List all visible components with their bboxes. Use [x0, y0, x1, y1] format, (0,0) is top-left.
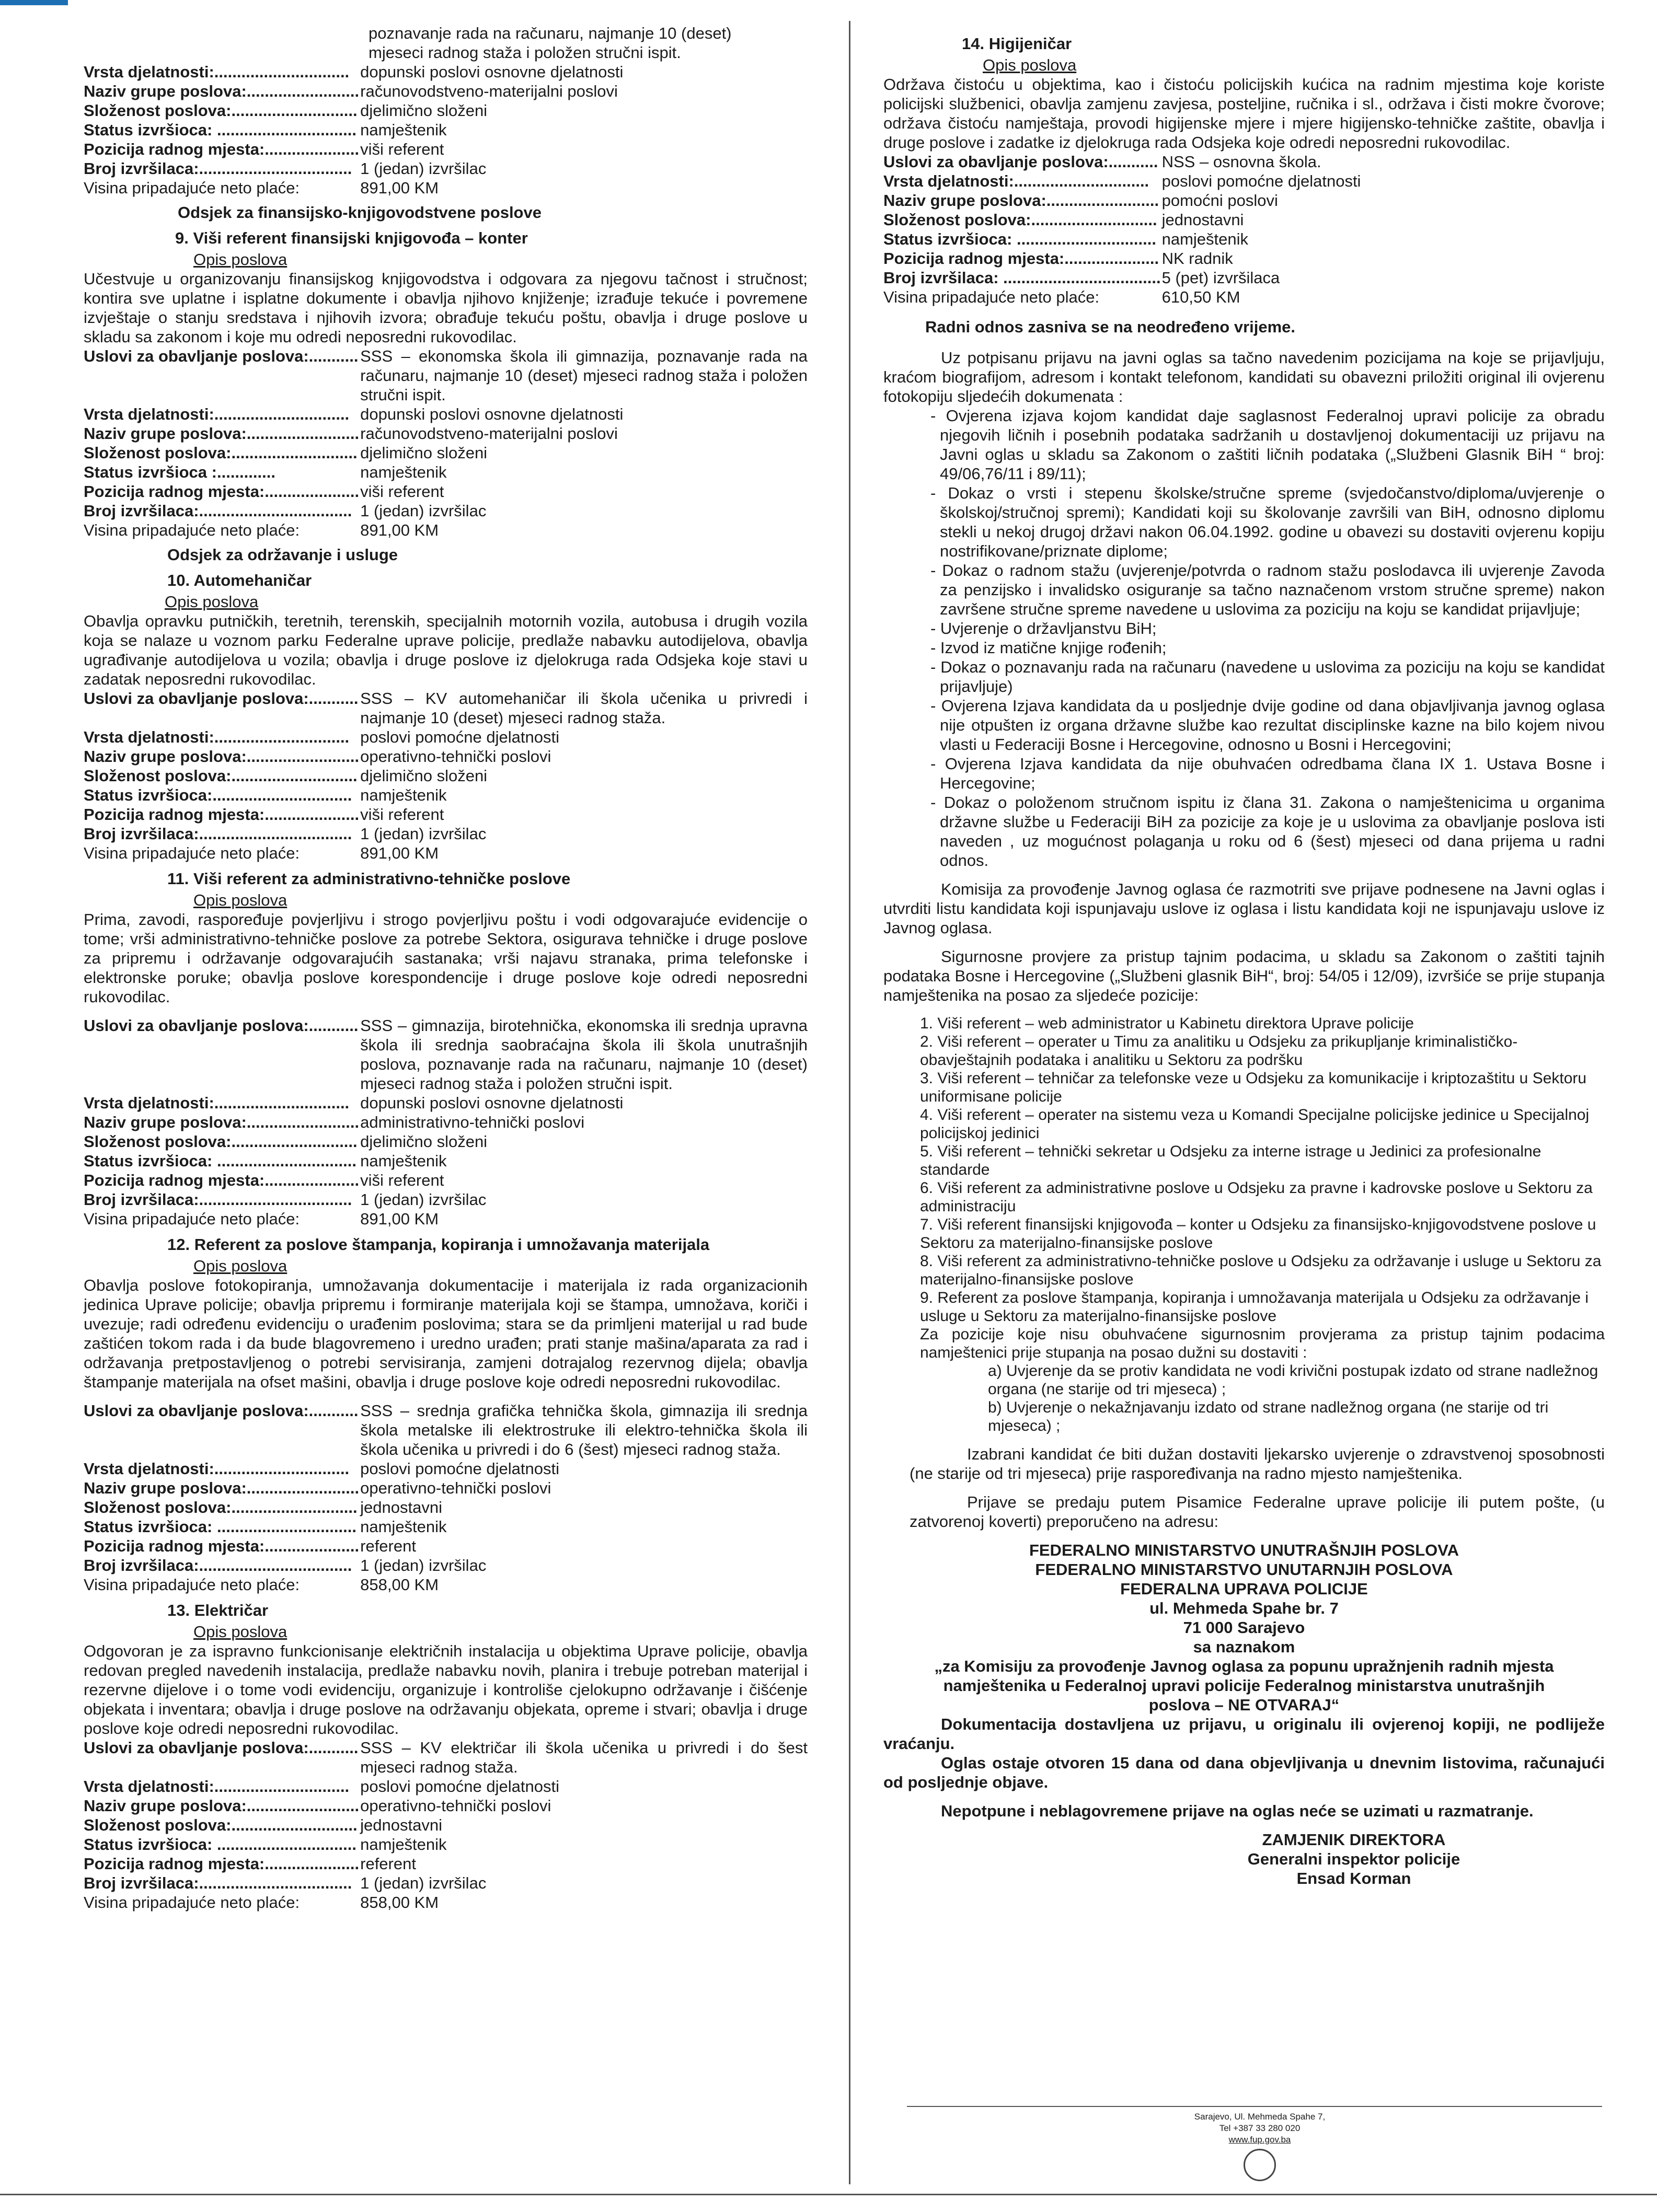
detail-value: viši referent — [360, 1171, 444, 1189]
list-item: - Dokaz o radnom stažu (uvjerenje/potvrda o radnom stažu poslodavca ili uvjerenje Zavoda za penzijsko i invalidsko osiguranje sa tačno naznačenom vrstom stručne spreme) nakon završene stručne spreme navedene u uslovima za poziciju na koju se kandidat prijavljuje; — [930, 561, 1605, 618]
detail-value: 1 (jedan) izvršilac — [360, 159, 487, 178]
detail-row — [84, 501, 808, 520]
detail-key: Složenost poslova:............................ — [84, 101, 358, 120]
list-item: a) Uvjerenje da se protiv kandidata ne vodi krivični postupak izdato od strane nadležnog organa (ne starije od tri mjeseca) ; — [988, 1362, 1598, 1398]
detail-row — [84, 1835, 808, 1854]
detail-key: Uslovi za obavljanje poslova:........... — [84, 347, 359, 365]
address-line: FEDERALNA UPRAVA POLICIJE — [1120, 1580, 1368, 1598]
job-description-label: Opis poslova — [165, 593, 259, 611]
intro-conditions — [84, 24, 808, 62]
detail-row — [883, 191, 1361, 210]
spacer — [883, 1792, 1605, 1801]
detail-row — [84, 824, 808, 843]
detail-row — [883, 152, 1361, 171]
detail-row — [84, 843, 808, 863]
detail-row — [84, 1151, 808, 1171]
detail-row — [84, 178, 623, 198]
detail-row — [84, 766, 808, 785]
detail-value: SSS – KV automehaničar ili škola učenika u privredi i najmanje 10 (deset) mjeseci radnog staža. — [360, 689, 808, 727]
intro-details-table — [84, 62, 623, 198]
list-item: - Dokaz o poznavanju rada na računaru (navedene u uslovima za poziciju na koju se kandidat prijavljuje) — [930, 658, 1605, 696]
detail-value: jednostavni — [360, 1816, 442, 1834]
list-item: 9. Referent za poslove štampanja, kopiranja i umnožavanja materijala u Odsjeku za održavanje i usluge u Sektoru za materijalno-finansijske poslove — [920, 1289, 1589, 1325]
detail-key: Visina pripadajuće neto plaće: — [883, 288, 1100, 306]
detail-value: 891,00 KM — [360, 179, 439, 197]
detail-value: 610,50 KM — [1161, 288, 1240, 306]
footer-address: Sarajevo, Ul. Mehmeda Spahe 7, — [1194, 2112, 1326, 2122]
detail-value: viši referent — [360, 482, 444, 501]
spacer — [883, 1435, 1605, 1444]
detail-key: Pozicija radnog mjesta:..................... — [84, 1537, 360, 1555]
address-line: FEDERALNO MINISTARSTVO UNUTRAŠNJIH POSLOVA — [1029, 1541, 1459, 1559]
detail-row — [883, 249, 1361, 268]
top-accent-bar — [0, 0, 68, 5]
detail-row — [84, 1873, 808, 1893]
detail-key: Naziv grupe poslova:......................... — [84, 1113, 360, 1131]
detail-key: Uslovi za obavljanje poslova:........... — [883, 153, 1158, 171]
detail-value: 1 (jedan) izvršilac — [360, 502, 487, 520]
detail-row — [84, 101, 623, 120]
detail-key: Naziv grupe poslova:......................... — [84, 82, 360, 100]
job-description-label: Opis poslova — [193, 1257, 287, 1275]
spacer — [883, 1483, 1605, 1492]
detail-value: djelimično složeni — [360, 767, 488, 785]
job-description-text: Odgovoran je za ispravno funkcionisanje električnih instalacija u objektima Uprave policije, obavlja redovan pregled navedenih instalacija, predlaže nabavku novih, planira i trebuje potreban materijal i rezervne dijelove i o tome vodi evidenciju, organizuje i kontroliše cjelokupno održavanje i čišćenje objekata i inventara; obavlja i druge poslove na održavanju objekata, opreme i stvari; obavlja i druge poslove koje odredi neposredni rukovodilac. — [84, 1642, 808, 1738]
commission-paragraph: Komisija za provođenje Javnog oglasa će razmotriti sve prijave podnesene na Javni oglas i utvrditi listu kandidata koji ispunjavaju uslove iz oglasa i listu kandidata koji ne ispunjavaju uslove iz Javnog oglasa. — [883, 880, 1605, 937]
detail-value: 1 (jedan) izvršilac — [360, 1556, 487, 1574]
detail-value: operativno-tehnički poslovi — [360, 1797, 551, 1815]
list-item: 6. Viši referent za administrativne poslove u Odsjeku za pravne i kadrovske poslove u Sektoru za administraciju — [920, 1179, 1593, 1215]
detail-row — [84, 1171, 808, 1190]
incomplete-applications-note: Nepotpune i neblagovremene prijave na oglas neće se uzimati u razmatranje. — [941, 1802, 1534, 1820]
detail-row — [883, 229, 1361, 249]
detail-key: Broj izvršilaca:.................................. — [84, 825, 352, 843]
job-description-text: Obavlja poslove fotokopiranja, umnožavanja dokumentacije i materijala iz rada organizacionih jedinica Uprave policije; obavlja pripremu i formiranje materijala koji se štampa, umnožava, koriči i uvezuje; radi određenu evidenciju o urađenim poslovima; stara se da primljeni materijal u rad bude zaštićen tokom rada i da bude blagovremeno i uredno urađen; prati stanje mašina/aparata za rad i održavanja pretpostavljenog o potrebi servisiranja, zamjeni dotrajalog rezervnog dijela; obavlja štampanje materijala na ofset mašini, obavlja i druge poslove koje odredi neposredni rukovodilac. — [84, 1276, 808, 1391]
detail-key: Vrsta djelatnosti:.............................. — [883, 172, 1149, 190]
list-item: 5. Viši referent – tehnički sekretar u Odsjeku za interne istrage u Jedinici za profesionalne standarde — [920, 1143, 1541, 1178]
detail-key: Uslovi za obavljanje poslova:........... — [84, 1016, 359, 1035]
detail-value: 1 (jedan) izvršilac — [360, 1874, 487, 1892]
detail-row — [84, 159, 623, 178]
detail-row — [84, 1536, 808, 1556]
footer-contact — [1119, 2111, 1401, 2181]
documentation-note: Dokumentacija dostavljena uz prijavu, u originalu ili ovjerenoj kopiji, ne podliježe vraćanju. — [883, 1715, 1605, 1753]
spacer — [883, 1005, 1605, 1014]
address-line: FEDERALNO MINISTARSTVO UNUTARNJIH POSLOVA — [1035, 1560, 1453, 1579]
detail-value: jednostavni — [360, 1498, 442, 1516]
detail-value: djelimično složeni — [360, 1132, 488, 1151]
list-item: - Dokaz o položenom stručnom ispitu iz člana 31. Zakona o namještenicima u organima državne službe u Federaciji BiH za pozicije za koje je u uslovima za obavljanje poslova isti naveden , uz mogućnost polaganja u roku od 6 (šest) mjeseci od dana prijema u radni odnos. — [930, 793, 1605, 870]
detail-row — [84, 1093, 808, 1113]
detail-row — [84, 785, 808, 805]
signature-name: Ensad Korman — [1296, 1869, 1411, 1887]
detail-row — [84, 1556, 808, 1575]
detail-key: Visina pripadajuće neto plaće: — [84, 1210, 300, 1228]
position-14-details-table — [883, 152, 1361, 307]
detail-value: dopunski poslovi osnovne djelatnosti — [360, 1094, 624, 1112]
detail-value: SSS – gimnazija, birotehnička, ekonomska ili srednja upravna škola ili srednja saobraćajna škola ili škola unutrašnjih poslova, poznavanje rada na računaru, najmanje 10 (deset) mjeseci radnog staža i položen stručni ispit. — [360, 1016, 808, 1093]
detail-row — [84, 462, 808, 482]
detail-value: računovodstveno-materijalni poslovi — [360, 82, 618, 100]
job-description-label: Opis poslova — [193, 1623, 287, 1641]
job-description-label: Opis poslova — [193, 250, 287, 269]
detail-row — [84, 1796, 808, 1815]
detail-value: NSS – osnovna škola. — [1161, 153, 1321, 171]
detail-key: Broj izvršilaca:.................................. — [84, 1556, 352, 1574]
detail-value: poslovi pomoćne djelatnosti — [360, 728, 559, 746]
position-9-details-table — [84, 346, 808, 540]
section-heading: Odsjek za finansijsko-knjigovodstvene poslove — [178, 203, 542, 222]
detail-key: Status izvršioca :............. — [84, 463, 275, 481]
security-checks-paragraph: Sigurnosne provjere za pristup tajnim podacima, u skladu sa Zakonom o zaštiti tajnih podataka Bosne i Hercegovine („Službeni glasnik BiH“, broj: 54/05 i 12/09), izvršiće se prije stupanja namještenika na posao za sljedeće pozicije: — [883, 947, 1605, 1004]
submission-paragraph: Prijave se predaju putem Pisamice Federalne uprave policije ili putem pošte, (u zatvorenoj koverti) preporučeno na adresu: — [910, 1493, 1605, 1531]
job-description-text: Održava čistoću u objektima, kao i čistoću policijskih kućica na radnim mjestima koje koriste policijski službenici, obavlja zamjenu zavjesa, posteljine, ručnika i sl., održava i čisti mokre čvorove; održava čistoću namještaja, provodi higijenske mjere i mjere higijensko-tehničke zaštite, obavlja i druge poslove i zadatke iz djelokruga rada Odsjeka koje odredi neposredni rukovodilac. — [883, 75, 1605, 152]
detail-row — [84, 520, 808, 540]
detail-key: Složenost poslova:............................ — [883, 211, 1157, 229]
bottom-rule — [0, 2194, 1657, 2195]
detail-row — [84, 1209, 808, 1229]
spacer — [84, 1006, 808, 1016]
detail-value: poslovi pomoćne djelatnosti — [360, 1460, 559, 1478]
position-11-details-table — [84, 1016, 808, 1229]
detail-key: Složenost poslova:............................ — [84, 1498, 358, 1516]
detail-key: Status izvršioca: ............................... — [84, 1152, 356, 1170]
address-line: 71 000 Sarajevo — [1183, 1618, 1305, 1637]
detail-key: Visina pripadajuće neto plaće: — [84, 1893, 300, 1912]
detail-row — [883, 210, 1361, 229]
position-10-details-table — [84, 689, 808, 863]
detail-value: dopunski poslovi osnovne djelatnosti — [360, 405, 624, 423]
intro-line-1: poznavanje rada na računaru, najmanje 10 (deset) — [369, 24, 732, 42]
detail-value: NK radnik — [1161, 249, 1233, 268]
detail-row — [84, 1132, 808, 1151]
non-security-positions-note: Za pozicije koje nisu obuhvaćene sigurnosnim provjerama za pristup tajnim podacima namještenici prije stupanja na posao dužni su dostaviti : — [920, 1326, 1605, 1361]
seal-icon — [1244, 2149, 1276, 2181]
address-note: „za Komisiju za provođenje Javnog oglasa za popunu upražnjenih radnih mjesta namještenika u Federalnoj upravi policije Federalnog ministarstva unutrašnjih poslova – NE OTVARAJ“ — [934, 1657, 1554, 1714]
detail-row — [84, 1459, 808, 1478]
detail-value: djelimično složeni — [360, 444, 488, 462]
detail-row — [84, 140, 623, 159]
address-line: sa naznakom — [1193, 1638, 1295, 1656]
detail-key: Status izvršioca: ............................... — [84, 1835, 356, 1854]
position-9-title: 9. Viši referent finansijski knjigovođa – konter — [175, 229, 528, 247]
detail-key: Složenost poslova:............................ — [84, 1132, 358, 1151]
list-item: 2. Viši referent – operater u Timu za analitiku u Odsjeku za prikupljanje kriminalističko-obavještajnih podataka i analitiku u Sektoru za podršku — [920, 1033, 1518, 1069]
detail-row — [84, 443, 808, 462]
address-line: ul. Mehmeda Spahe br. 7 — [1149, 1599, 1339, 1617]
spacer — [883, 937, 1605, 947]
list-item: b) Uvjerenje o nekažnjavanju izdato od strane nadležnog organa (ne starije od tri mjeseca) ; — [988, 1399, 1549, 1434]
detail-value: namještenik — [360, 121, 447, 139]
detail-value: 858,00 KM — [360, 1893, 439, 1912]
detail-row — [84, 1517, 808, 1536]
detail-key: Naziv grupe poslova:......................... — [84, 1479, 360, 1497]
list-item: - Ovjerena Izjava kandidata da u posljednje dvije godine od dana objavljivanja javnog oglasa nije otpušten iz organa državne službe kao rezultat disciplinske kazne na bilo kojem nivou vlasti u Federaciji Bosne i Hercegovine, odnosno u Bosni i Hercegovini; — [930, 697, 1605, 754]
detail-key: Vrsta djelatnosti:.............................. — [84, 1094, 350, 1112]
detail-value: viši referent — [360, 140, 444, 158]
detail-value: operativno-tehnički poslovi — [360, 747, 551, 766]
job-description-text: Učestvuje u organizovanju finansijskog knjigovodstva i odgovara za njegovu tačnost i stručnost; kontira sve uplatne i isplatne dokumente i obavlja njihovo knjiženje; izrađuje tekuće i povremene izvještaje o stanju sredstava i njihovih izvora; obrađuje tekuću poštu, obavlja i druge poslove u skladu sa zakonom i koje mu odredi neposredni rukovodilac. — [84, 270, 808, 346]
list-item: 8. Viši referent za administrativno-tehničke poslove u Odsjeku za održavanje i usluge u Sektoru za materijalno-finansijske poslove — [920, 1253, 1602, 1288]
detail-row — [84, 1777, 808, 1796]
spacer — [883, 339, 1605, 348]
detail-value: 1 (jedan) izvršilac — [360, 825, 487, 843]
detail-key: Status izvršioca: ............................... — [84, 1518, 356, 1536]
signature-title: ZAMJENIK DIREKTORA — [1262, 1831, 1446, 1849]
list-item: 1. Viši referent – web administrator u Kabinetu direktora Uprave policije — [920, 1015, 1414, 1032]
detail-key: Broj izvršilaca:.................................. — [84, 502, 352, 520]
list-item: - Uvjerenje o državljanstvu BiH; — [930, 619, 1157, 638]
employment-type: Radni odnos zasniva se na neodređeno vrijeme. — [925, 318, 1296, 336]
detail-key: Pozicija radnog mjesta:..................... — [84, 140, 360, 158]
column-divider — [849, 21, 850, 2184]
detail-row — [84, 346, 808, 404]
list-item: - Izvod iz matične knjige rođenih; — [930, 639, 1167, 657]
detail-value: 858,00 KM — [360, 1576, 439, 1594]
detail-value: operativno-tehnički poslovi — [360, 1479, 551, 1497]
detail-value: poslovi pomoćne djelatnosti — [1161, 172, 1361, 190]
detail-row — [84, 1815, 808, 1835]
job-description-text: Prima, zavodi, raspoređuje povjerljivu i strogo povjerljivu poštu i vodi odgovarajuće evidencije o tome; vrši administrativno-tehničke poslove za potrebe Sektora, osigurava tehničke i druge poslove za pripremu i održavanje odgovarajućih sastanaka; vrši najavu stranaka, prima telefonske i elektronske poruke; obavlja poslove korespondencije i druge poslove koje odredi neposredni rukovodilac. — [84, 910, 808, 1006]
detail-value: SSS – srednja grafička tehnička škola, gimnazija ili srednja škola metalske ili elektrostruke ili elektro-tehnička škola ili škola učenika u privredi i do 6 (šest) mjeseci radnog staža. — [360, 1402, 808, 1458]
detail-key: Uslovi za obavljanje poslova:........... — [84, 689, 359, 708]
footer-website-link[interactable]: www.fup.gov.ba — [1228, 2135, 1291, 2145]
detail-value: 891,00 KM — [360, 844, 439, 862]
detail-row — [84, 1016, 808, 1093]
detail-row — [84, 689, 808, 727]
list-item: 7. Viši referent finansijski knjigovođa – konter u Odsjeku za finansijsko-knjigovodstvene poslove u Sektoru za materijalno-finansijske poslove — [920, 1216, 1596, 1252]
detail-key: Uslovi za obavljanje poslova:........... — [84, 1739, 359, 1757]
footer-phone: Tel +387 33 280 020 — [1219, 2123, 1301, 2133]
position-13-details-table — [84, 1738, 808, 1912]
detail-value: jednostavni — [1161, 211, 1244, 229]
application-intro: Uz potpisanu prijavu na javni oglas sa tačno navedenim pozicijama na koje se prijavljuju, kraćom biografijom, adresom i kontakt telefonom, kandidati su obavezni priložiti original ili ovjerenu fotokopiju sljedećih dokumenata : — [883, 349, 1605, 406]
detail-row — [84, 1893, 808, 1912]
detail-row — [84, 62, 623, 82]
detail-value: namještenik — [360, 1835, 447, 1854]
detail-key: Naziv grupe poslova:......................... — [84, 1797, 360, 1815]
detail-value: 1 (jedan) izvršilac — [360, 1190, 487, 1209]
detail-key: Visina pripadajuće neto plaće: — [84, 521, 300, 539]
detail-key: Visina pripadajuće neto plaće: — [84, 844, 300, 862]
detail-value: 891,00 KM — [360, 1210, 439, 1228]
signature-role: Generalni inspektor policije — [1247, 1850, 1460, 1868]
detail-row — [84, 727, 808, 747]
certificates-list — [883, 1362, 1605, 1435]
detail-value: SSS – KV električar ili škola učenika u privredi i do šest mjeseci radnog staža. — [360, 1739, 808, 1776]
job-description-text: Obavlja opravku putničkih, teretnih, terenskih, specijalnih motornih vozila, autobusa i drugih vozila koja se nalaze u voznom parku Federalne uprave policije, predlaže nabavku autodijelova, obavlja ugrađivanje autodijelova u vozila; obavlja i druge poslove iz djelokruga rada Odsjeka koje stavi u zadatak neposredni rukovodilac. — [84, 612, 808, 688]
position-11-title: 11. Viši referent za administrativno-tehničke poslove — [167, 870, 571, 888]
detail-value: namještenik — [360, 1518, 447, 1536]
detail-value: namještenik — [360, 463, 447, 481]
detail-value: djelimično složeni — [360, 101, 488, 120]
list-item: - Dokaz o vrsti i stepenu školske/stručne spreme (svjedočanstvo/diploma/uvjerenje o školskoj/stručnoj spremi); Kandidati koji su školovanje završili van BiH, odnosno diplomu stekli u nekoj drugoj državi nakon 06.04.1992. godine u obavezi su dostaviti ovjerenu kopiju nostrifikovane/priznate diplome; — [930, 484, 1605, 560]
detail-row — [84, 1854, 808, 1873]
detail-key: Vrsta djelatnosti:.............................. — [84, 728, 350, 746]
detail-row — [84, 404, 808, 424]
spacer — [883, 870, 1605, 879]
detail-key: Status izvršioca:............................... — [84, 786, 352, 804]
position-12-details-table — [84, 1401, 808, 1594]
detail-value: viši referent — [360, 805, 444, 824]
detail-row — [84, 1478, 808, 1498]
detail-key: Složenost poslova:............................ — [84, 1816, 358, 1834]
detail-key: Vrsta djelatnosti:.............................. — [84, 1777, 350, 1796]
detail-key: Broj izvršilaca:.................................. — [84, 1190, 352, 1209]
detail-value: 5 (pet) izvršilaca — [1161, 269, 1280, 287]
detail-row — [84, 1575, 808, 1594]
right-column — [883, 24, 1605, 1888]
detail-key: Pozicija radnog mjesta:..................... — [84, 805, 360, 824]
job-description-label: Opis poslova — [983, 56, 1077, 74]
detail-row — [84, 120, 623, 140]
security-positions-list — [883, 1014, 1605, 1325]
detail-key: Visina pripadajuće neto plaće: — [84, 179, 300, 197]
spacer — [883, 1821, 1605, 1830]
detail-key: Naziv grupe poslova:......................... — [84, 747, 360, 766]
detail-row — [84, 1113, 808, 1132]
detail-value: namještenik — [360, 786, 447, 804]
position-13-title: 13. Električar — [167, 1601, 269, 1619]
detail-key: Pozicija radnog mjesta:..................... — [883, 249, 1159, 268]
intro-line-2: mjeseci radnog staža i položen stručni ispit. — [369, 43, 681, 62]
detail-row — [883, 171, 1361, 191]
detail-row — [84, 482, 808, 501]
left-column — [84, 24, 808, 1912]
detail-value: namještenik — [1161, 230, 1249, 248]
detail-row — [84, 424, 808, 443]
detail-key: Vrsta djelatnosti:.............................. — [84, 405, 350, 423]
footer-rule — [907, 2106, 1602, 2107]
detail-value: SSS – ekonomska škola ili gimnazija, poznavanje rada na računaru, najmanje 10 (deset) mjeseci radnog staža i položen stručni ispit. — [360, 347, 808, 404]
detail-key: Status izvršioca: ............................... — [84, 121, 356, 139]
detail-key: Vrsta djelatnosti:.............................. — [84, 63, 350, 81]
detail-key: Pozicija radnog mjesta:..................... — [84, 1171, 360, 1189]
detail-row — [84, 1738, 808, 1777]
position-14-title: 14. Higijeničar — [962, 34, 1072, 53]
detail-key: Status izvršioca: ............................... — [883, 230, 1156, 248]
list-item: 4. Viši referent – operater na sistemu veza u Komandi Specijalne policijske jedinice u Specijalnoj policijskoj jedinici — [920, 1106, 1590, 1142]
list-item: 3. Viši referent – tehničar za telefonske veze u Odsjeku za komunikacije i kriptozaštitu u Sektoru uniformisane policije — [920, 1070, 1587, 1105]
detail-row — [84, 747, 808, 766]
detail-value: dopunski poslovi osnovne djelatnosti — [360, 63, 624, 81]
detail-row — [84, 1401, 808, 1459]
detail-key: Naziv grupe poslova:......................... — [84, 424, 360, 443]
detail-key: Složenost poslova:............................ — [84, 767, 358, 785]
detail-row — [84, 82, 623, 101]
detail-key: Visina pripadajuće neto plaće: — [84, 1576, 300, 1594]
detail-row — [883, 287, 1361, 307]
detail-key: Pozicija radnog mjesta:..................... — [84, 482, 360, 501]
detail-key: Broj izvršilaca: ................................... — [883, 269, 1161, 287]
spacer — [84, 1392, 808, 1401]
detail-value: namještenik — [360, 1152, 447, 1170]
position-10-title: 10. Automehaničar — [167, 571, 312, 589]
list-item: - Ovjerena izjava kojom kandidat daje saglasnost Federalnoj upravi policije za obradu njegovih ličnih i posebnih podataka sadržanih u dostavljenoj dokumentaciji uz prijavu na Javni oglas u skladu sa Zakonom o zaštiti ličnih podataka („Službeni Glasnik BiH “ broj: 49/06,76/11 i 89/11); — [930, 407, 1605, 483]
detail-key: Složenost poslova:............................ — [84, 444, 358, 462]
detail-value: referent — [360, 1855, 416, 1873]
detail-key: Uslovi za obavljanje poslova:........... — [84, 1402, 359, 1420]
job-description-label: Opis poslova — [193, 891, 287, 909]
detail-row — [84, 1190, 808, 1209]
detail-key: Broj izvršilaca:.................................. — [84, 159, 352, 178]
detail-value: računovodstveno-materijalni poslovi — [360, 424, 618, 443]
detail-value: poslovi pomoćne djelatnosti — [360, 1777, 559, 1796]
detail-row — [84, 1498, 808, 1517]
position-12-title: 12. Referent za poslove štampanja, kopiranja i umnožavanja materijala — [167, 1235, 710, 1254]
medical-certificate-paragraph: Izabrani kandidat će biti dužan dostaviti ljekarsko uvjerenje o zdravstvenoj sposobnosti (ne starije od tri mjeseca) prije raspoređivanja na radno mjesto namještenika. — [910, 1445, 1605, 1483]
list-item: - Ovjerena Izjava kandidata da nije obuhvaćen odredbama člana IX 1. Ustava Bosne i Hercegovine; — [930, 755, 1605, 792]
detail-key: Pozicija radnog mjesta:..................... — [84, 1855, 360, 1873]
detail-value: referent — [360, 1537, 416, 1555]
open-period-note: Oglas ostaje otvoren 15 dana od dana objevljivanja u dnevnim listovima, računajući od posljednje objave. — [883, 1754, 1605, 1791]
detail-key: Broj izvršilaca:.................................. — [84, 1874, 352, 1892]
detail-row — [84, 805, 808, 824]
spacer — [883, 1531, 1605, 1541]
detail-row — [883, 268, 1361, 287]
detail-value: pomoćni poslovi — [1161, 191, 1278, 210]
detail-value: 891,00 KM — [360, 521, 439, 539]
detail-key: Naziv grupe poslova:......................... — [883, 191, 1159, 210]
required-documents-list — [883, 406, 1605, 870]
detail-key: Vrsta djelatnosti:.............................. — [84, 1460, 350, 1478]
detail-value: administrativno-tehnički poslovi — [360, 1113, 585, 1131]
section-heading: Odsjek za održavanje i usluge — [167, 546, 398, 564]
